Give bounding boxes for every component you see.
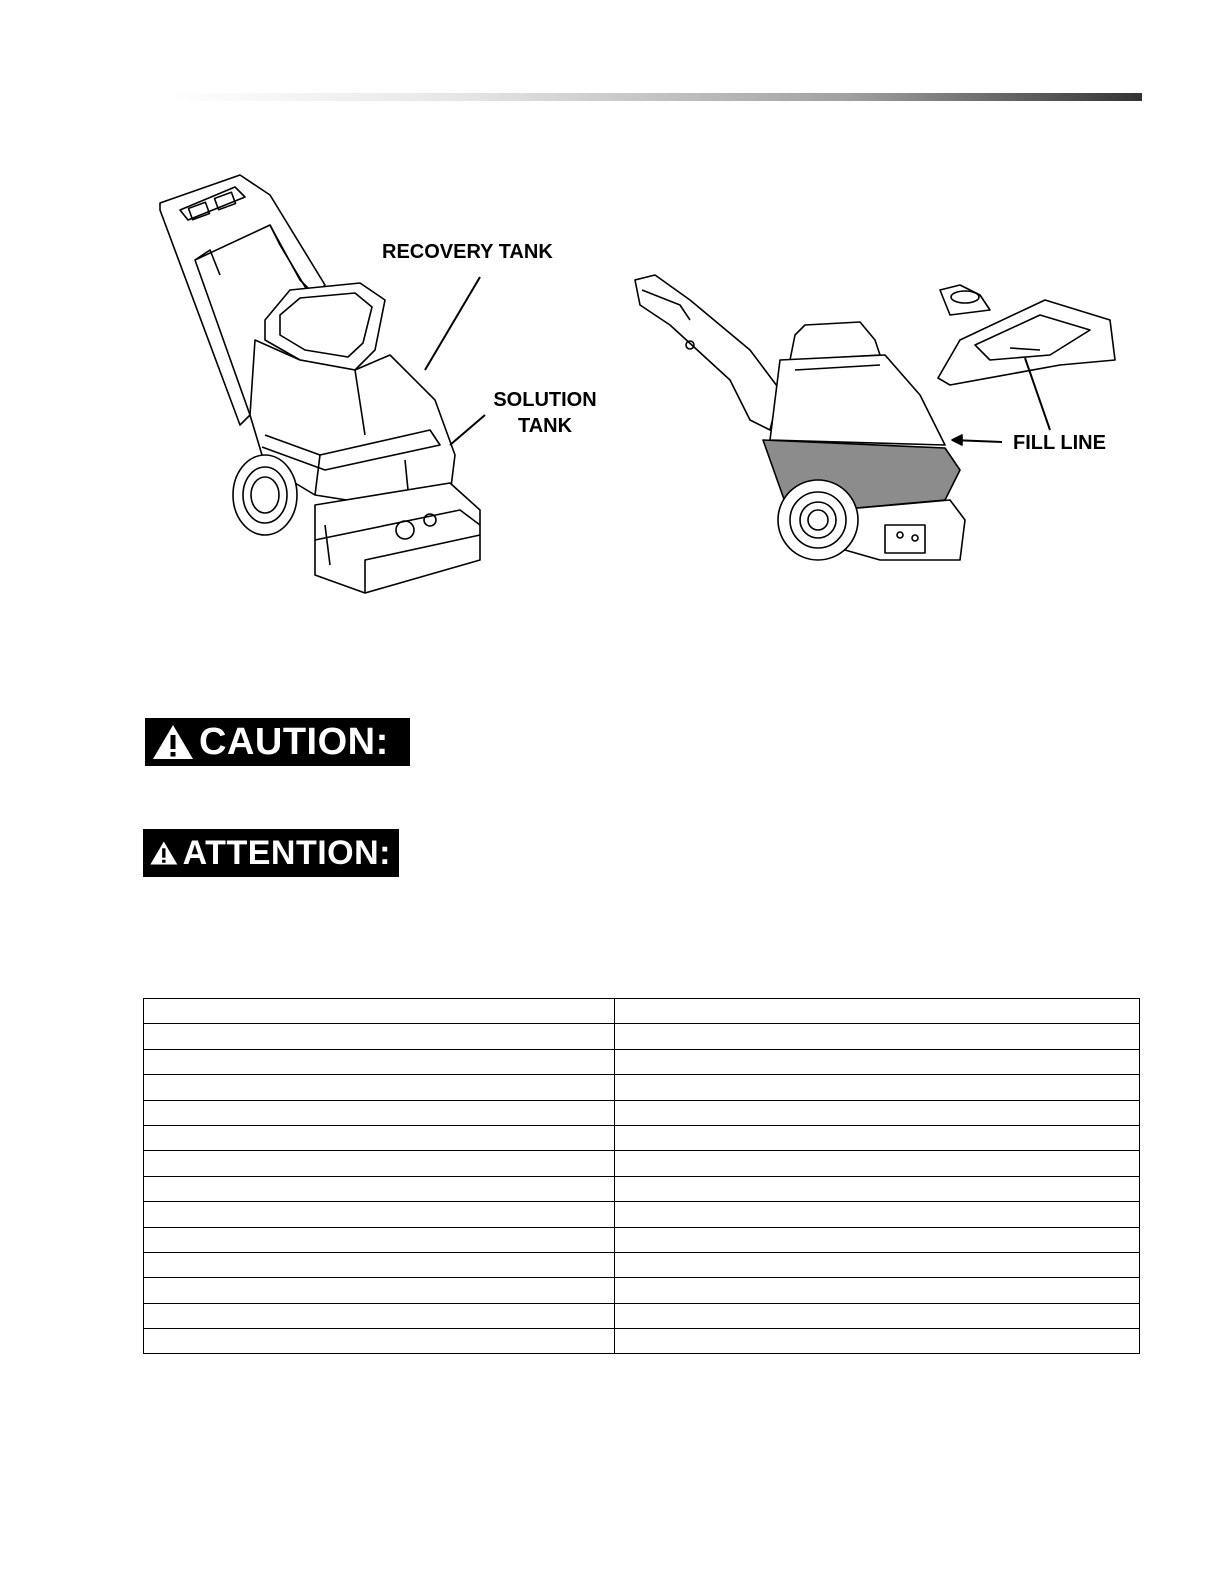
extractor-tanks-figure (150, 165, 620, 605)
table-cell (144, 999, 615, 1024)
table-cell (144, 1024, 615, 1049)
table-cell (615, 1049, 1140, 1074)
table-cell (615, 999, 1140, 1024)
table-row (144, 1151, 1140, 1176)
table-cell (615, 1075, 1140, 1100)
attention-badge (143, 829, 399, 877)
table-cell (615, 1024, 1140, 1049)
table-cell (615, 1151, 1140, 1176)
table-cell (615, 1100, 1140, 1125)
solution-tank-label-line1: SOLUTION (493, 389, 597, 411)
table-row (144, 1024, 1140, 1049)
table-cell (144, 1329, 615, 1354)
caution-label: CAUTION: (199, 721, 389, 763)
warning-triangle-icon (151, 723, 195, 761)
table-cell (144, 1176, 615, 1201)
table-row (144, 1227, 1140, 1252)
table-cell (144, 1075, 615, 1100)
solution-tank-label (485, 387, 605, 439)
table-cell (144, 1100, 615, 1125)
table-cell (615, 1227, 1140, 1252)
extractor-drawing (150, 165, 620, 605)
table-row (144, 1176, 1140, 1201)
table-cell (615, 1176, 1140, 1201)
fill-line-figure (630, 270, 1130, 570)
table-cell (144, 1202, 615, 1227)
attention-label: ATTENTION: (182, 834, 391, 872)
table-cell (144, 1049, 615, 1074)
table-cell (144, 1227, 615, 1252)
table-cell (615, 1252, 1140, 1277)
table-cell (615, 1202, 1140, 1227)
table-row (144, 1075, 1140, 1100)
table-row (144, 1202, 1140, 1227)
table-row (144, 1329, 1140, 1354)
fill-line-drawing (630, 270, 1130, 570)
spec-table (143, 998, 1140, 1354)
table-cell (144, 1151, 615, 1176)
table-cell (144, 1303, 615, 1328)
recovery-tank-label: RECOVERY TANK (382, 241, 553, 263)
table-row (144, 999, 1140, 1024)
table-row (144, 1049, 1140, 1074)
table-row (144, 1125, 1140, 1150)
table-cell (144, 1278, 615, 1303)
table-row (144, 1303, 1140, 1328)
header-rule (170, 93, 1142, 101)
fill-line-label: FILL LINE (1013, 432, 1106, 454)
table-cell (615, 1278, 1140, 1303)
table-cell (615, 1303, 1140, 1328)
table-cell (615, 1329, 1140, 1354)
spec-table-body (144, 999, 1140, 1354)
table-row (144, 1100, 1140, 1125)
table-cell (144, 1125, 615, 1150)
table-cell (615, 1125, 1140, 1150)
caution-badge (145, 718, 410, 766)
table-cell (144, 1252, 615, 1277)
solution-tank-label-line2: TANK (517, 415, 573, 437)
table-row (144, 1252, 1140, 1277)
table-row (144, 1278, 1140, 1303)
warning-triangle-icon (149, 834, 179, 872)
